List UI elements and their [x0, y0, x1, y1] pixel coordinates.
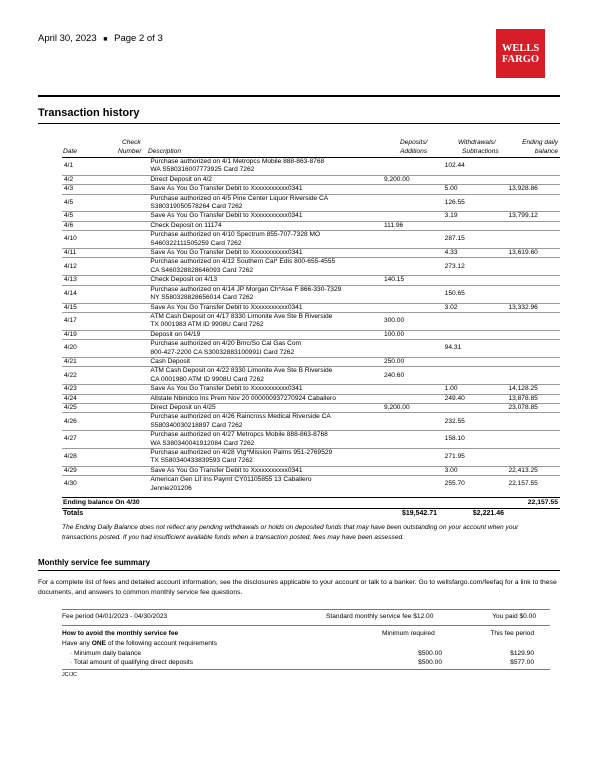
tx-description: [148, 340, 382, 358]
tx-description-line: TX 0001983 ATM ID 9908U Card 7262: [150, 321, 264, 329]
col-balance-1: Ending daily: [522, 139, 558, 146]
tx-withdrawal: [443, 175, 507, 184]
table-row: [62, 367, 560, 385]
tx-deposit: [382, 449, 443, 467]
standard-fee: Standard monthly service fee $12.00: [326, 613, 434, 620]
tx-description-line: Save As You Go Transfer Debit to Xxxxxxxxxxx0341: [150, 249, 303, 257]
tx-description: [148, 194, 382, 212]
tx-withdrawal: 3.19: [443, 212, 507, 221]
tx-description-line: Purchase authorized on 4/14 JP Morgan Ch*Ase F 866-330-7329: [150, 285, 342, 293]
tx-balance: 14,128.25: [506, 385, 560, 394]
tx-check-number: [93, 330, 149, 339]
tx-description: [148, 303, 382, 312]
tx-description: [148, 357, 382, 366]
tx-description: [148, 312, 382, 330]
ending-balance-note: The Ending Daily Balance does not reflect any pending withdrawals or holds on deposited funds that may have been outstanding on your account when your transactions posted. If you had insufficient available funds when a transaction posted, fees may have been assessed.: [62, 524, 519, 541]
tx-description-line: Save As You Go Transfer Debit to Xxxxxxxxxxx0341: [150, 303, 303, 311]
fee-period-row: [62, 613, 550, 623]
totals-deposits: $19,542.71: [401, 510, 437, 517]
tx-balance: 13,928.86: [506, 185, 560, 194]
tx-deposit: [382, 303, 443, 312]
tx-withdrawal: 150.65: [443, 285, 507, 303]
tx-description-line: S580340030218897 Card 7262: [150, 421, 243, 429]
tx-description-line: Save As You Go Transfer Debit to Xxxxxxxxxxx0341: [150, 185, 303, 193]
tx-description-line: TX S580340433839593 Card 7262: [150, 457, 253, 465]
table-row: [62, 276, 560, 285]
tx-date: 4/10: [62, 231, 93, 249]
tx-check-number: [93, 357, 149, 366]
tx-deposit: 240.60: [382, 367, 443, 385]
table-row: [62, 413, 560, 431]
tx-withdrawal: 273.12: [443, 258, 507, 276]
tx-date: 4/23: [62, 385, 93, 394]
tx-date: 4/5: [62, 194, 93, 212]
tx-description: [148, 394, 382, 403]
tx-date: 4/29: [62, 466, 93, 475]
tx-description: [148, 249, 382, 258]
tx-date: 4/27: [62, 431, 93, 449]
tx-balance: 22,413.25: [506, 466, 560, 475]
tx-withdrawal: [443, 276, 507, 285]
logo-line1: WELLS: [501, 42, 540, 54]
tx-deposit: [382, 476, 443, 493]
tx-balance: [506, 285, 560, 303]
tx-description: [148, 276, 382, 285]
table-row: [62, 231, 560, 249]
fee-top-divider: [62, 609, 550, 610]
tx-description: [148, 466, 382, 475]
tx-check-number: [93, 312, 149, 330]
col-deposits-1: Deposits/: [400, 139, 428, 146]
tx-check-number: [93, 276, 149, 285]
table-row: [62, 476, 560, 493]
tx-balance: [506, 340, 560, 358]
requirement-value-2: $577.00: [510, 659, 534, 666]
tx-check-number: [93, 476, 149, 493]
col-date: Date: [63, 148, 77, 155]
table-row: [62, 221, 560, 230]
tx-balance: 22,157.55: [506, 476, 560, 493]
tx-check-number: [93, 449, 149, 467]
tx-description-line: ATM Cash Deposit on 4/17 8330 Limonite Ave Ste B Riverside: [150, 312, 333, 320]
tx-withdrawal: 5.00: [443, 185, 507, 194]
tx-deposit: 100.00: [382, 330, 443, 339]
col-deposits-2: Additions: [400, 148, 428, 155]
tx-withdrawal: 94.31: [443, 340, 507, 358]
tx-description-line: S380319050578264 Card 7262: [150, 203, 243, 211]
tx-balance: [506, 158, 560, 176]
tx-description: [148, 413, 382, 431]
tx-date: 4/1: [62, 158, 93, 176]
tx-check-number: [93, 413, 149, 431]
tx-withdrawal: [443, 312, 507, 330]
tx-description-line: CA S460328828646093 Card 7262: [150, 266, 254, 274]
bullet-separator: ■: [103, 36, 108, 43]
table-row: [62, 312, 560, 330]
tx-deposit: [382, 285, 443, 303]
totals-withdrawals: $2,221.46: [472, 510, 504, 517]
tx-check-number: [93, 394, 149, 403]
table-row: [62, 431, 560, 449]
tx-deposit: [382, 249, 443, 258]
tx-description-line: Purchase authorized on 4/20 Bmc/So Cal Gas Com: [150, 340, 302, 348]
tx-balance: [506, 449, 560, 467]
tx-description-line: Check Deposit on 4/13: [150, 276, 218, 284]
requirement-row-2: [62, 659, 550, 669]
tx-balance: 13,799.12: [506, 212, 560, 221]
tx-check-number: [93, 185, 149, 194]
totals-label: Totals: [63, 510, 84, 517]
fee-bottom-divider: [62, 669, 550, 670]
tx-deposit: 250.00: [382, 357, 443, 366]
requirement-min-1: $500.00: [418, 650, 442, 657]
tx-withdrawal: [443, 403, 507, 412]
tx-description-line: Check Deposit on 11174: [150, 221, 222, 229]
tx-withdrawal: [443, 330, 507, 339]
tx-check-number: [93, 285, 149, 303]
tx-check-number: [93, 303, 149, 312]
tx-deposit: [382, 431, 443, 449]
tx-description-line: Save As You Go Transfer Debit to Xxxxxxxxxxx0341: [150, 385, 303, 393]
tx-description: [148, 212, 382, 221]
tx-withdrawal: 271.95: [443, 449, 507, 467]
statement-date: April 30, 2023: [38, 33, 97, 44]
tx-date: 4/12: [62, 258, 93, 276]
tx-withdrawal: 3.00: [443, 466, 507, 475]
tx-description: [148, 185, 382, 194]
col-check-1: Check: [122, 139, 141, 146]
tx-balance: 13,878.85: [506, 394, 560, 403]
tx-check-number: [93, 431, 149, 449]
tx-withdrawal: 102.44: [443, 158, 507, 176]
tx-date: 4/19: [62, 330, 93, 339]
tx-description-line: Save As You Go Transfer Debit to Xxxxxxxxxxx0341: [150, 466, 303, 474]
tx-check-number: [93, 158, 149, 176]
tx-check-number: [93, 231, 149, 249]
table-row: [62, 249, 560, 258]
tx-balance: [506, 367, 560, 385]
ending-balance-label: Ending balance On 4/30: [63, 499, 140, 506]
you-paid: You paid $0.00: [492, 613, 536, 620]
tx-date: 4/14: [62, 285, 93, 303]
tx-date: 4/20: [62, 340, 93, 358]
tx-withdrawal: 158.10: [443, 431, 507, 449]
tx-date: 4/6: [62, 221, 93, 230]
tx-description-line: Purchase authorized on 4/27 Metropcs Mobile 888-863-8768: [150, 431, 328, 439]
tx-description-line: S460322111505259 Card 7262: [150, 239, 242, 247]
table-row: [62, 394, 560, 403]
tx-description: [148, 367, 382, 385]
table-row: [62, 303, 560, 312]
section-divider: [38, 123, 560, 124]
tx-check-number: [93, 258, 149, 276]
tx-description-line: Purchase authorized on 4/5 Pine Center Liquor Riverside CA: [150, 194, 329, 202]
table-row: [62, 194, 560, 212]
tx-withdrawal: 232.55: [443, 413, 507, 431]
tx-description-line: Deposit on 04/19: [150, 330, 201, 338]
tx-description: [148, 476, 382, 493]
tx-date: 4/25: [62, 403, 93, 412]
tx-withdrawal: 287.15: [443, 231, 507, 249]
requirement-label-2: · Total amount of qualifying direct deposits: [70, 659, 194, 666]
tx-check-number: [93, 175, 149, 184]
tx-check-number: [93, 221, 149, 230]
tx-description: [148, 385, 382, 394]
tx-withdrawal: [443, 221, 507, 230]
tx-balance: [506, 258, 560, 276]
statement-code: JC/JC: [62, 672, 77, 678]
fee-mid-divider: [62, 625, 550, 626]
tx-deposit: [382, 466, 443, 475]
fee-period: Fee period 04/01/2023 - 04/30/2023: [62, 613, 168, 620]
table-header: [62, 137, 560, 159]
ending-balance-value: 22,157.55: [527, 499, 558, 506]
tx-withdrawal: [443, 367, 507, 385]
tx-deposit: [382, 413, 443, 431]
tx-description: [148, 431, 382, 449]
tx-balance: 23,078.85: [506, 403, 560, 412]
table-row: [62, 466, 560, 475]
tx-description: [148, 231, 382, 249]
tx-date: 4/11: [62, 249, 93, 258]
wells-fargo-logo: [496, 29, 545, 78]
tx-check-number: [93, 367, 149, 385]
tx-description-line: Jennie201206: [150, 484, 192, 492]
col-check-2: Number: [118, 148, 142, 155]
tx-date: 4/2: [62, 175, 93, 184]
tx-deposit: 9,200.00: [382, 403, 443, 412]
tx-description-line: Direct Deposit on 4/2: [150, 175, 212, 183]
tx-withdrawal: 126.55: [443, 194, 507, 212]
table-row: [62, 449, 560, 467]
tx-deposit: 9,200.00: [382, 175, 443, 184]
tx-balance: [506, 330, 560, 339]
monthly-fee-divider: [38, 570, 560, 571]
table-row: [62, 330, 560, 339]
totals-row: [62, 509, 560, 519]
tx-description: [148, 175, 382, 184]
table-row: [62, 158, 560, 176]
tx-description-line: WA S580316007773925 Card 7262: [150, 166, 255, 174]
tx-deposit: [382, 258, 443, 276]
tx-date: 4/5: [62, 212, 93, 221]
this-fee-period-header: This fee period: [490, 630, 534, 637]
transaction-table: [62, 157, 560, 493]
header-divider: [38, 95, 560, 97]
requirements-intro: Have any ONE of the following account requirements: [62, 640, 218, 647]
col-withdrawals-2: Subtractions: [462, 148, 499, 155]
tx-description: [148, 258, 382, 276]
tx-balance: [506, 221, 560, 230]
tx-deposit: [382, 185, 443, 194]
ending-balance-row: [62, 497, 560, 509]
tx-check-number: [93, 385, 149, 394]
tx-description-line: WA S380340041912084 Card 7262: [150, 439, 255, 447]
tx-description-line: American Gen Lif Ins Paymt CY01105855 13 Caballero: [150, 476, 312, 484]
tx-description: [148, 158, 382, 176]
tx-description: [148, 221, 382, 230]
table-row: [62, 385, 560, 394]
tx-deposit: 300.00: [382, 312, 443, 330]
tx-deposit: [382, 385, 443, 394]
statement-date-page: [38, 33, 163, 44]
col-withdrawals-1: Withdrawals/: [458, 139, 496, 146]
monthly-fee-intro: For a complete list of fees and detailed account information, see the disclosures applicable to your account or talk to a banker. Go to wellsfargo.com/feefaq for a link to these documents, and answers to common monthly service fee questions.: [38, 579, 557, 596]
tx-check-number: [93, 340, 149, 358]
tx-check-number: [93, 194, 149, 212]
requirement-emphasis: ONE: [91, 640, 106, 647]
tx-description-line: Cash Deposit: [150, 357, 190, 365]
monthly-fee-title: Monthly service fee summary: [38, 558, 151, 567]
page-number: Page 2 of 3: [114, 33, 163, 44]
tx-deposit: [382, 194, 443, 212]
tx-balance: [506, 175, 560, 184]
tx-description-line: Purchase authorized on 4/1 Metropcs Mobile 888-863-8768: [150, 158, 325, 165]
tx-deposit: [382, 340, 443, 358]
minimum-required-header: Minimum required: [382, 630, 435, 637]
tx-withdrawal: [443, 357, 507, 366]
table-row: [62, 357, 560, 366]
tx-date: 4/22: [62, 367, 93, 385]
table-row: [62, 340, 560, 358]
tx-date: 4/26: [62, 413, 93, 431]
tx-deposit: [382, 231, 443, 249]
tx-description: [148, 330, 382, 339]
tx-deposit: [382, 212, 443, 221]
tx-withdrawal: 4.33: [443, 249, 507, 258]
tx-withdrawal: 1.00: [443, 385, 507, 394]
tx-balance: [506, 357, 560, 366]
table-row: [62, 403, 560, 412]
tx-date: 4/3: [62, 185, 93, 194]
tx-check-number: [93, 212, 149, 221]
tx-balance: [506, 431, 560, 449]
requirement-min-2: $500.00: [418, 659, 442, 666]
section-title: Transaction history: [38, 107, 140, 119]
requirement-value-1: $129.90: [510, 650, 534, 657]
tx-check-number: [93, 466, 149, 475]
tx-description-line: Purchase authorized on 4/28 Vtg*Mission Palms 951-2769529: [150, 449, 333, 456]
table-row: [62, 285, 560, 303]
tx-deposit: 111.96: [382, 221, 443, 230]
table-row: [62, 175, 560, 184]
requirement-label-1: · Minimum daily balance: [70, 650, 142, 657]
tx-description-line: 800-427-2200 CA S30032883100991I Card 7262: [150, 348, 295, 356]
how-to-avoid-row: [62, 630, 550, 640]
tx-balance: [506, 276, 560, 285]
tx-balance: [506, 312, 560, 330]
how-to-avoid: How to avoid the monthly service fee: [62, 630, 179, 637]
tx-date: 4/15: [62, 303, 93, 312]
tx-date: 4/17: [62, 312, 93, 330]
tx-withdrawal: 3.02: [443, 303, 507, 312]
tx-description-line: NY S580328828656014 Card 7262: [150, 294, 254, 302]
tx-balance: 13,619.60: [506, 249, 560, 258]
tx-description-line: Allstate Nbindco Ins Prem Nov 20 000000937270924 Caballero: [150, 394, 336, 402]
tx-date: 4/30: [62, 476, 93, 493]
tx-description: [148, 449, 382, 467]
tx-withdrawal: 249.40: [443, 394, 507, 403]
tx-description-line: CA 0001980 ATM ID 9908U Card 7262: [150, 375, 264, 383]
tx-deposit: 140.15: [382, 276, 443, 285]
tx-date: 4/21: [62, 357, 93, 366]
tx-description-line: Direct Deposit on 4/25: [150, 403, 216, 411]
tx-description: [148, 403, 382, 412]
tx-check-number: [93, 403, 149, 412]
tx-description-line: Purchase authorized on 4/12 Southern Cal* Edis 800-655-4555: [150, 258, 336, 266]
tx-description-line: Purchase authorized on 4/26 Raincross Medical Riverside CA: [150, 413, 331, 421]
col-description: Description: [148, 148, 181, 155]
tx-deposit: [382, 158, 443, 176]
tx-description: [148, 285, 382, 303]
tx-date: 4/24: [62, 394, 93, 403]
col-balance-2: balance: [534, 148, 558, 155]
logo-line2: FARGO: [501, 53, 540, 65]
tx-balance: [506, 413, 560, 431]
table-row: [62, 258, 560, 276]
tx-balance: [506, 231, 560, 249]
tx-date: 4/13: [62, 276, 93, 285]
tx-description-line: Purchase authorized on 4/10 Spectrum 855-707-7328 MO: [150, 231, 321, 239]
tx-balance: 13,332.96: [506, 303, 560, 312]
table-row: [62, 185, 560, 194]
tx-description-line: ATM Cash Deposit on 4/22 8330 Limonite Ave Ste B Riverside: [150, 367, 333, 375]
tx-balance: [506, 194, 560, 212]
table-row: [62, 212, 560, 221]
tx-description-line: Save As You Go Transfer Debit to Xxxxxxxxxxx0341: [150, 212, 303, 220]
tx-date: 4/28: [62, 449, 93, 467]
tx-deposit: [382, 394, 443, 403]
tx-withdrawal: 255.70: [443, 476, 507, 493]
tx-check-number: [93, 249, 149, 258]
